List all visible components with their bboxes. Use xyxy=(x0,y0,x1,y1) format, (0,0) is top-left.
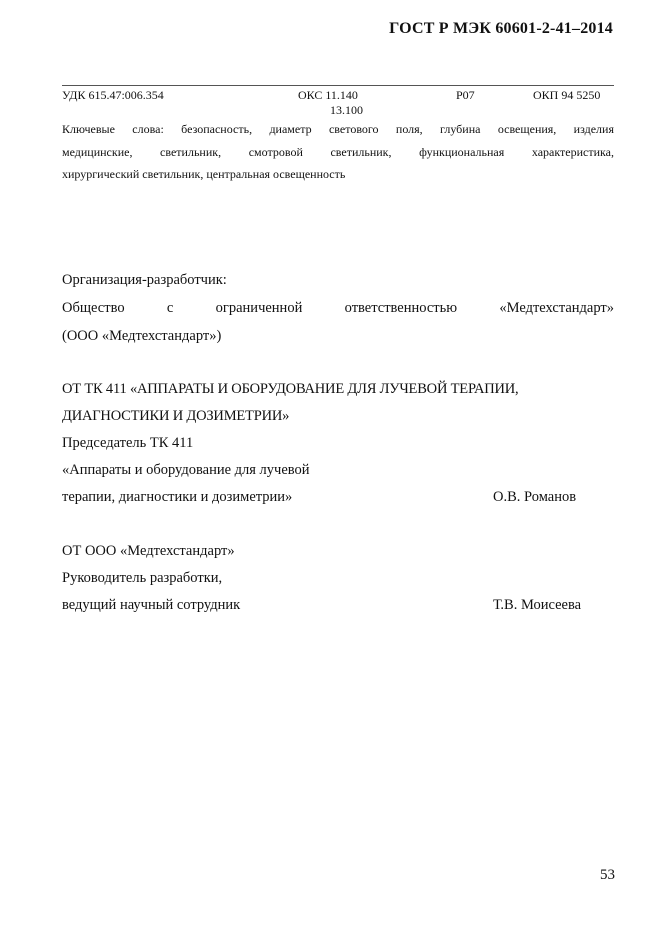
tk-role-line-2: «Аппараты и оборудование для лучевой xyxy=(62,462,310,478)
okp-code: ОКП 94 5250 xyxy=(533,88,601,102)
group-code: Р07 xyxy=(456,88,475,102)
header-rule xyxy=(62,85,614,86)
oks-code-1: ОКС 11.140 xyxy=(298,88,358,102)
developer-name-line-1: Общество с ограниченной ответственностью «Медтехстандарт» xyxy=(62,300,614,316)
page-number: 53 xyxy=(600,867,615,883)
udk-code: УДК 615.47:006.354 xyxy=(62,88,164,102)
keywords-line-2: медицинские, светильник, смотровой светильник, функциональная характеристика, xyxy=(62,145,614,159)
org-role-line-1: Руководитель разработки, xyxy=(62,570,223,586)
tk-role-line-3: терапии, диагностики и дозиметрии» xyxy=(62,489,293,505)
keywords-line-1: Ключевые слова: безопасность, диаметр светового поля, глубина освещения, изделия xyxy=(62,122,614,136)
developer-name-line-2: (ООО «Медтехстандарт») xyxy=(62,328,222,344)
tk-title-line-1: ОТ ТК 411 «АППАРАТЫ И ОБОРУДОВАНИЕ ДЛЯ ЛУЧЕВОЙ ТЕРАПИИ, xyxy=(62,381,519,397)
standard-designation: ГОСТ Р МЭК 60601-2-41–2014 xyxy=(389,20,613,37)
org-role-line-2: ведущий научный сотрудник xyxy=(62,597,241,613)
developer-label: Организация-разработчик: xyxy=(62,272,227,288)
oks-code-2: 13.100 xyxy=(330,103,363,117)
tk-role-line-1: Председатель ТК 411 xyxy=(62,435,194,451)
org-title: ОТ ООО «Медтехстандарт» xyxy=(62,543,235,559)
keywords-line-3: хирургический светильник, центральная освещенность xyxy=(62,167,346,181)
tk-title-line-2: ДИАГНОСТИКИ И ДОЗИМЕТРИИ» xyxy=(62,408,290,424)
tk-person-name: О.В. Романов xyxy=(493,489,577,505)
org-person-name: Т.В. Моисеева xyxy=(493,597,582,613)
